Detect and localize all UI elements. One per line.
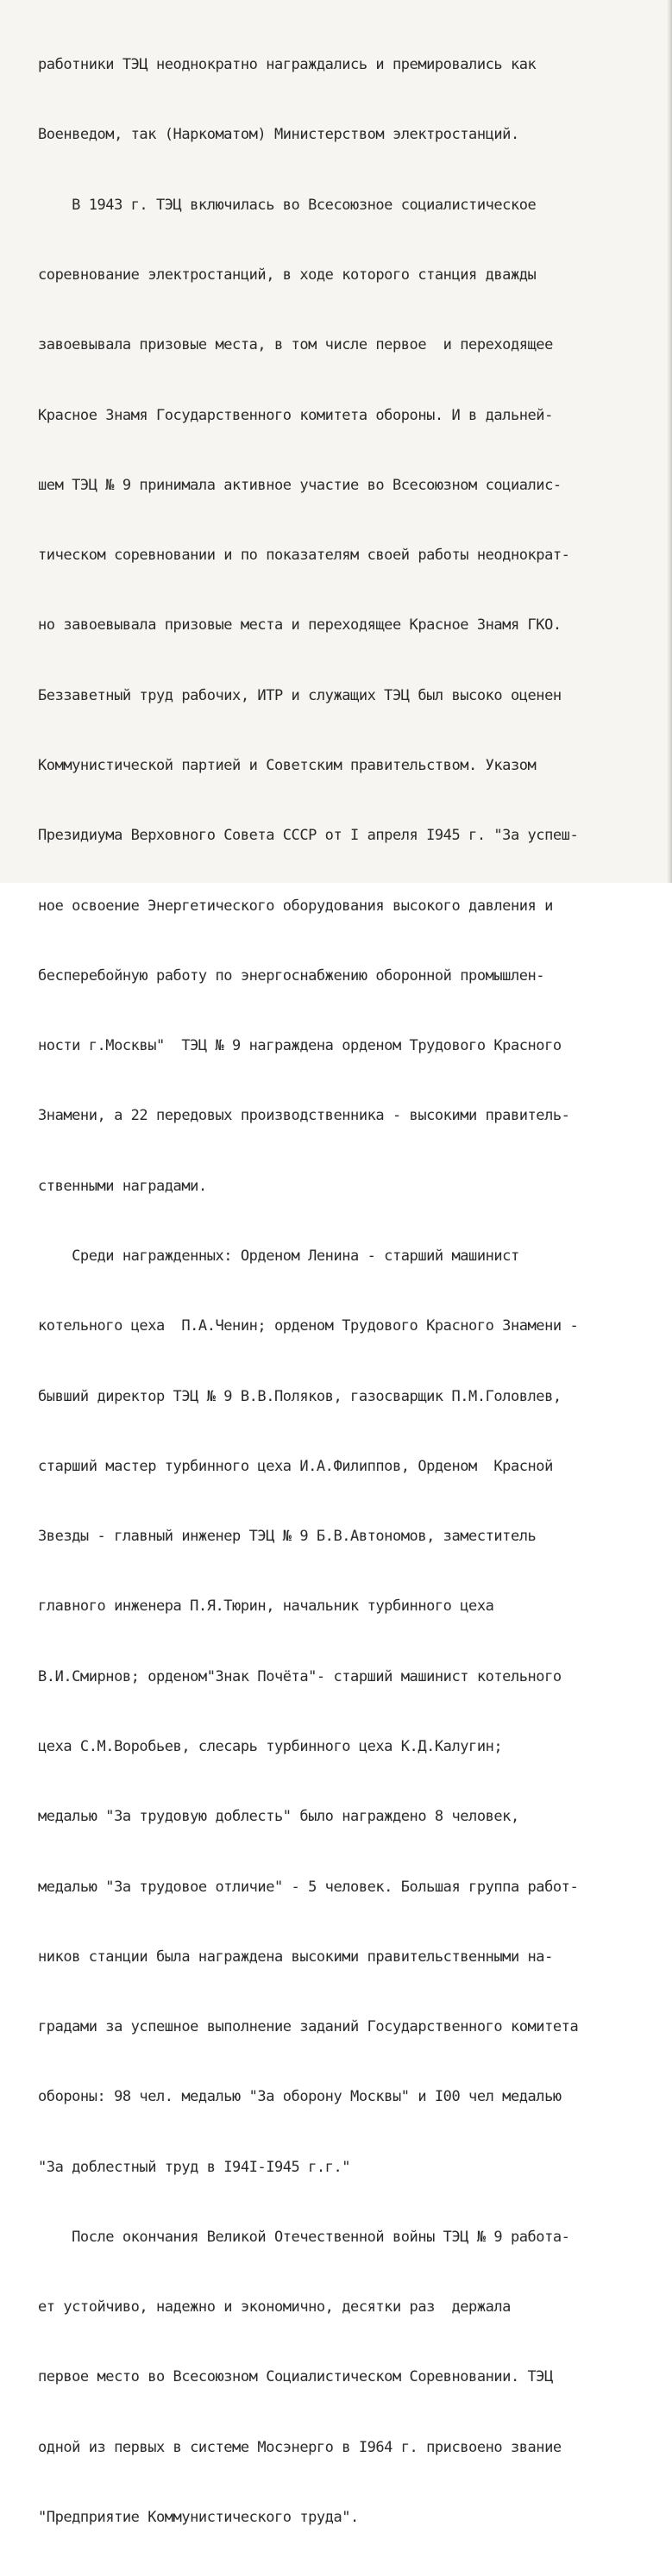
page-edge [667,0,672,883]
text-line: Военведом, так (Наркоматом) Министерством электростанций. [38,126,519,144]
text-line: но завоевывала призовые места и переходящее Красное Знамя ГКО. [38,616,562,635]
text-line: одной из первых в системе Мосэнерго в I964 г. присвоено звание [38,2438,562,2456]
text-line: После окончания Великой Отечественной войны ТЭЦ № 9 работа- [38,2228,570,2246]
text-line: ников станции была награждена высокими правительственными на- [38,1948,553,1966]
text-line: Президиума Верховного Совета СССР от I апреля I945 г. "За успеш- [38,827,579,845]
text-line: ет устойчиво, надежно и экономично, десятки раз держала [38,2298,511,2317]
text-line: цеха С.М.Воробьев, слесарь турбинного цеха К.Д.Калугин; [38,1737,503,1755]
text-line: Знамени, а 22 передовых производственника - высокими правитель- [38,1107,570,1125]
text-line: ное освоение Энергетического оборудования высокого давления и [38,897,553,915]
text-line: завоевывала призовые места, в том числе первое и переходящее [38,336,553,354]
text-line: Звезды - главный инженер ТЭЦ № 9 Б.В.Автономов, заместитель [38,1528,537,1546]
text-line: ности г.Москвы" ТЭЦ № 9 награждена орденом Трудового Красного [38,1037,562,1055]
text-line: главного инженера П.Я.Тюрин, начальник турбинного цеха [38,1597,494,1616]
text-line: В.И.Смирнов; орденом"Знак Почёта"- старший машинист котельного [38,1667,562,1685]
text-line: "Предприятие Коммунистического труда". [38,2509,359,2527]
text-line: "За доблестный труд в I94I-I945 г.г." [38,2158,351,2176]
text-line: Красное Знамя Государственного комитета обороны. И в дальней- [38,406,553,424]
text-line: Среди награжденных: Орденом Ленина - старший машинист [38,1247,519,1265]
text-line: котельного цеха П.А.Ченин; орденом Трудового Красного Знамени - [38,1317,579,1335]
text-line: Коммунистической партией и Советским правительством. Указом [38,757,537,774]
text-line: бывший директор ТЭЦ № 9 В.В.Поляков, газосварщик П.М.Головлев, [38,1387,562,1405]
text-line: соревнование электростанций, в ходе которого станция дважды [38,266,537,284]
text-line: ственными наградами. [38,1177,207,1195]
text-line: обороны: 98 чел. медалью "За оборону Москвы" и I00 чел медалью [38,2088,562,2106]
text-line: В 1943 г. ТЭЦ включилась во Всесоюзное социалистическое [38,196,537,214]
typewritten-text [38,7,659,2576]
text-line: шем ТЭЦ № 9 принимала активное участие во Всесоюзном социалис- [38,476,562,494]
text-line: старший мастер турбинного цеха И.А.Филиппов, Орденом Красной [38,1457,553,1475]
text-line: градами за успешное выполнение заданий Государственного комитета [38,2018,579,2036]
text-line: Беззаветный труд рабочих, ИТР и служащих ТЭЦ был высоко оценен [38,686,562,704]
text-line: бесперебойную работу по энергоснабжению оборонной промышлен- [38,966,545,985]
text-line: медалью "За трудовое отличие" - 5 человек. Большая группа работ- [38,1878,579,1896]
text-line: медалью "За трудовую доблесть" было награждено 8 человек, [38,1808,519,1826]
text-line: первое место во Всесоюзном Социалистическом Соревновании. ТЭЦ [38,2368,553,2386]
text-line: работники ТЭЦ неоднократно награждались и премировались как [38,56,537,74]
text-line: тическом соревновании и по показателям своей работы неоднократ- [38,547,570,565]
